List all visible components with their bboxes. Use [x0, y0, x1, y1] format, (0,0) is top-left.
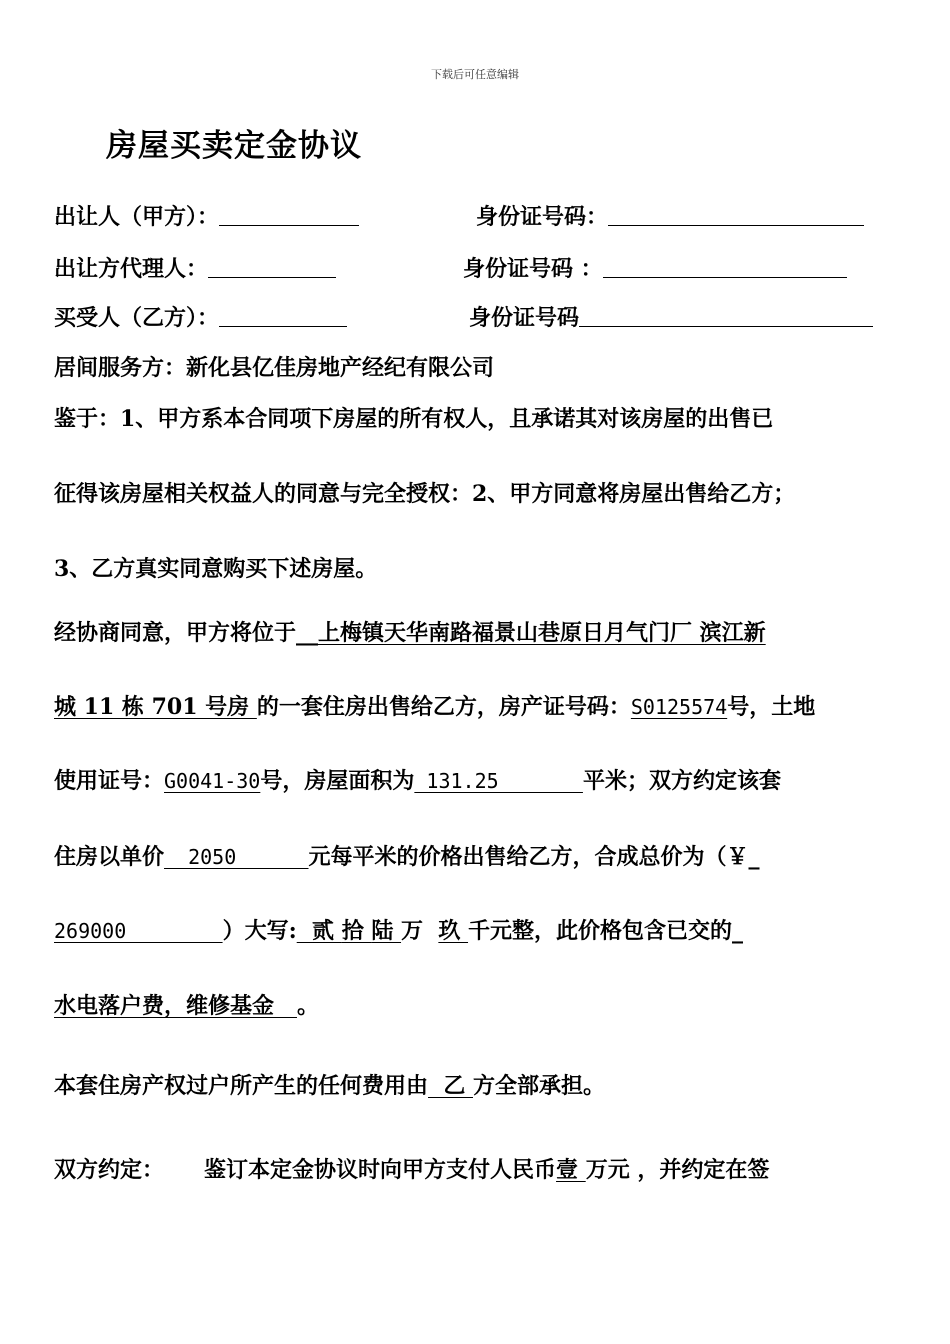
seller-id-row	[476, 200, 864, 231]
total-caps-2: 拾	[341, 918, 372, 944]
seller-label: 出让人（甲方）：	[54, 204, 220, 230]
total-caps-5: 玖	[438, 918, 469, 944]
agreement-line-1	[54, 616, 766, 647]
property-cert-number: S0125574	[630, 695, 728, 719]
agreement-text-d: 平米；双方约定该套	[582, 768, 781, 794]
total-price-value: 269000	[54, 919, 223, 943]
buyer-id-label: 身份证号码	[469, 305, 580, 331]
agreement-intro: 经协商同意，甲方将位于	[54, 620, 297, 646]
header-note: 下载后可任意编辑	[431, 68, 519, 81]
agreement-line-5	[54, 914, 743, 945]
agent-label: 出让方代理人：	[54, 256, 209, 282]
agreement-text-e: 元每平米的价格出售给乙方，合成总价为（￥_	[308, 844, 760, 870]
agreement-text-a: 的一套住房出售给乙方，房产证号码：	[256, 694, 631, 720]
deposit-text-a: 鉴订本定金协议时向甲方支付人民币	[204, 1157, 557, 1183]
deposit-line	[54, 1153, 769, 1184]
property-address-part1: __上梅镇天华南路福景山巷原日月气门厂 滨江新	[296, 620, 766, 646]
deposit-label: 双方约定：	[54, 1157, 165, 1183]
agreement-text-g: 千元整，此价格包含已交的_	[468, 918, 744, 944]
total-caps-3: 陆	[371, 918, 402, 944]
total-caps-1: 贰	[296, 918, 342, 944]
buyer-id-blank[interactable]	[579, 304, 873, 327]
deposit-amount: 壹	[556, 1157, 586, 1183]
document-title: 房屋买卖定金协议	[106, 128, 362, 164]
agreement-line-6	[54, 989, 319, 1020]
total-caps-4: 万	[401, 918, 439, 944]
deposit-text-b: 万元 ，并约定在签	[585, 1157, 770, 1183]
buyer-row	[54, 301, 347, 332]
land-cert-number: G0041-30	[164, 769, 261, 793]
buyer-label: 买受人（乙方）：	[54, 305, 220, 331]
agreement-text-f: ）大写:	[222, 918, 297, 944]
property-address-part2: 城 11 栋 701 号房	[54, 694, 257, 720]
seller-name-blank[interactable]	[219, 203, 359, 226]
agreement-text-c: 号，房屋面积为	[260, 768, 415, 794]
agreement-line-3	[54, 764, 781, 795]
fees-text-b: 方全部承担。	[473, 1073, 606, 1099]
agreement-text-b: 号，土地	[727, 694, 816, 720]
whereas-line-1: 鉴于：1、甲方系本合同项下房屋的所有权人，且承诺其对该房屋的出售已	[54, 406, 774, 432]
floor-area-value: 131.25	[414, 769, 583, 793]
intermediary-line: 居间服务方：新化县亿佳房地产经纪有限公司	[54, 355, 495, 381]
agent-row	[54, 252, 336, 283]
fees-payer: 乙	[428, 1073, 473, 1099]
buyer-id-row	[469, 301, 873, 332]
unit-price-label: 住房以单价	[54, 844, 165, 870]
agreement-line-4	[54, 840, 760, 871]
seller-id-blank[interactable]	[608, 203, 864, 226]
price-includes: 水电落户费，维修基金	[54, 993, 297, 1019]
whereas-line-3: 3、乙方真实同意购买下述房屋。	[54, 556, 378, 582]
seller-id-label: 身份证号码：	[476, 204, 609, 230]
agent-id-blank[interactable]	[603, 255, 847, 278]
agent-id-row	[463, 252, 847, 283]
buyer-name-blank[interactable]	[219, 304, 347, 327]
agreement-text-h: 。	[296, 993, 319, 1019]
seller-row	[54, 200, 359, 231]
unit-price-value: 2050	[164, 845, 309, 869]
whereas-line-2: 征得该房屋相关权益人的同意与完全授权：2、甲方同意将房屋出售给乙方；	[54, 481, 796, 507]
agreement-line-2	[54, 690, 815, 721]
land-cert-label: 使用证号：	[54, 768, 165, 794]
fees-line	[54, 1069, 605, 1100]
agent-id-label: 身份证号码 ：	[463, 256, 603, 282]
agent-name-blank[interactable]	[208, 255, 336, 278]
fees-text-a: 本套住房产权过户所产生的任何费用由	[54, 1073, 429, 1099]
